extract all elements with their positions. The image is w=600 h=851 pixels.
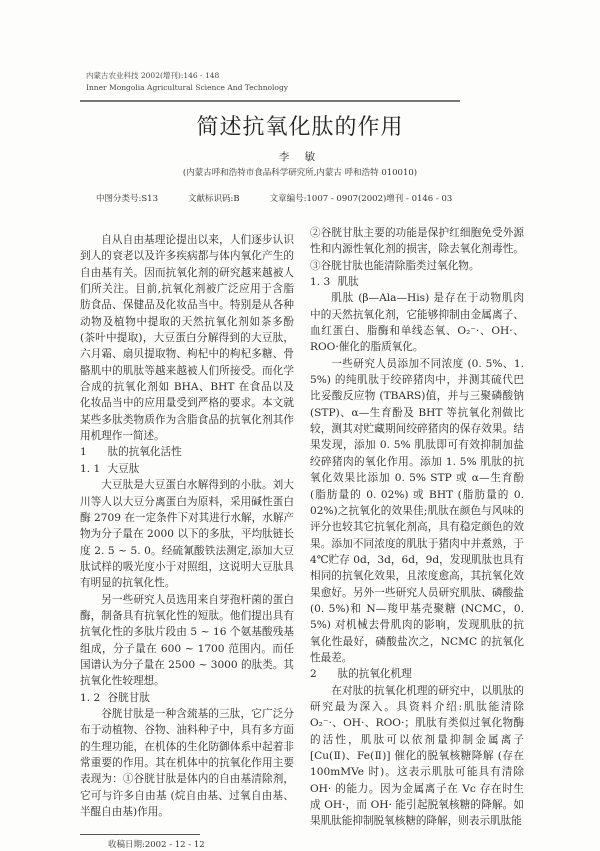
section-title: 大豆肽 (107, 462, 140, 475)
journal-name-en: Inner Mongolia Agricultural Science And Technology (86, 83, 288, 92)
section-heading (80, 444, 294, 460)
section-title: 肽的抗氧化机理 (337, 668, 412, 681)
section-title: 肽的抗氧化活性 (107, 446, 182, 459)
section-heading (310, 666, 524, 682)
article-id: 文章编号:1007 - 0907(2002)增刊 - 0146 - 03 (269, 194, 453, 204)
journal-citation: 内蒙古农业科技 2002(增刊):146 - 148 (86, 71, 220, 80)
section-number: 1. 3 (310, 276, 331, 289)
footnote-rule (80, 834, 200, 835)
article-title: 简述抗氧化肽的作用 (196, 115, 404, 140)
section-title: 谷胱甘肽 (107, 691, 150, 704)
section-number: 1. 1 (80, 462, 101, 475)
paragraph: 自从自由基理论提出以来，人们逐步认识到人的衰老以及许多疾病都与体内氧化产生的自由基有关。因而抗氧化剂的研究越来越被人们所关注。目前,抗氧化剂被广泛应用于含脂肪食品、保健品及化妆品当中。特别是从各种动物及植物中提取的天然抗氧化剂如茶多酚 (茶叶中提取)，大豆蛋白分解得到的大豆肽，六月霜、扇贝提取物、枸杞中的枸杞多糖、骨骼肌中的肌肽等越来越被人们所接受。而化学合成的抗氧化剂如 BHA、BHT 在食品以及化妆品当中的应用量受到严格的要求。本文就某些多肽类物质作为含脂食品的抗氧化剂其作用机理作一简述。 (80, 234, 294, 443)
left-column (80, 232, 294, 851)
received-date: 收稿日期:2002 - 12 - 12 (108, 840, 205, 851)
classification-row (96, 192, 536, 204)
paragraph: ②谷胱甘肽主要的功能是保护红细胞免受外源性和内源性氧化剂的损害，除去氧化剂毒性。③谷胱甘肽也能清除脂类过氧化物。 (310, 227, 524, 272)
paragraph: 一些研究人员添加不同浓度 (0. 5%、1. 5%) 的纯肌肽于绞碎猪肉中，并测其硫代巴比妥酸反应物 (TBARS)值，并与三聚磷酸钠 (STP)、α—生育酚及 BHT 等抗氧化剂做比较，测其对贮藏期间绞碎猪肉的保存效果。结果发现，添加 0. 5% 肌肽即可有效抑制加盐绞碎猪肉的氧化作用。添加 1. 5% 肌肽的抗氧化效果比添加 0. 5% STP 或 α—生育酚 (脂肪量的 0. 02%) 或 BHT (脂肪量的 0. 02%)之抗氧化的效果佳;肌肽在颜色与风味的评分也较其它抗氧化剂高，具有稳定颜色的效果。添加不同浓度的肌肽于猪肉中并煮熟，于 4℃贮存 0d，3d，6d，9d，发现肌肽也具有相同的抗氧化效果，且浓度愈高，其抗氧化效果愈好。另外一些研究人员研究肌肽、磷酸盐 (0. 5%)和 N—羧甲基壳聚糖 (NCMC，0. 5%) 对机械去骨肌肉的影响，发现肌肽的抗氧化性最好，磷酸盐次之，NCMC 的抗氧化性最差。 (310, 357, 524, 664)
document-code: 文献标识码:B (188, 194, 240, 204)
subsection-heading (310, 274, 524, 290)
affiliation: (内蒙古呼和浩特市食品科学研究所,内蒙古 呼和浩特 010010) (182, 168, 418, 178)
header-rule (80, 100, 460, 102)
section-number: 1 (80, 446, 87, 459)
paragraph: 另一些研究人员选用来自芽孢杆菌的蛋白酶，制备具有抗氧化性的短肽。他们提出具有抗氧化性的多肽片段由 5 ~ 16 个氨基酸残基组成，分子量在 600 ~ 1700 范围内。而任国谱认为分子量在 2500 ~ 3000 的肽类。其抗氧化性较理想。 (80, 593, 294, 688)
author: 李 敏 (278, 151, 322, 163)
paragraph: 谷胱甘肽是一种含巯基的三肽，它广泛分布于动植物、谷物、油料种子中，具有多方面的生理功能，在机体的生化防御体系中起着非常重要的作用。其在机体中的抗氧化作用主要表现为：①谷胱甘肽是体内的自由基清除剂，它可与许多自由基 (烷自由基、过氧自由基、半醌自由基)作用。 (80, 707, 294, 819)
section-number: 2 (310, 668, 317, 681)
journal-header (86, 70, 288, 94)
subsection-heading (80, 690, 294, 706)
clc-number: 中图分类号:S13 (96, 194, 159, 204)
subsection-heading (80, 461, 294, 477)
paragraph: 肌肽 (β—Ala—His) 是存在于动物肌肉中的天然抗氧化剂，它能够抑制由金属离子、血红蛋白、脂酶和单线态氧、O₂⁻·、OH·、ROO·催化的脂质氧化。 (310, 292, 524, 354)
paragraph: 在对肽的抗氧化机理的研究中，以肌肽的研究最为深入。具资料介绍:肌肽能清除 O₂⁻·、OH·、ROO·；肌肽有类似过氧化物酶的活性，肌肽可以依剂量抑制金属离子 [Cu(Ⅱ)、Fe(Ⅱ)] 催化的脱氧核糖降解 (存在 100mMVe 时)。这表示肌肽可能具有清除 OH· 的能力。因为金属离子在 Vc 存在时生成 OH·，而 OH· 能引起脱氧核糖的降解。如果肌肽能抑制脱氧核糖的降解，则表示肌肽能 (310, 684, 524, 828)
section-title: 肌肽 (337, 276, 359, 289)
section-number: 1. 2 (80, 691, 101, 704)
paragraph: 大豆肽是大豆蛋白水解得到的小肽。刘大川等人以大豆分离蛋白为原料，采用碱性蛋白酶 2709 在一定条件下对其进行水解，水解产物为分子量在 2000 以下的多肽，平均肽链长度 2. 5 ~ 5. 0。经硫氰酸铁法测定,添加大豆肽试样的吸光度小于对照组，这说明大豆肽具有明显的抗氧化性。 (80, 479, 294, 590)
right-column (310, 225, 524, 830)
